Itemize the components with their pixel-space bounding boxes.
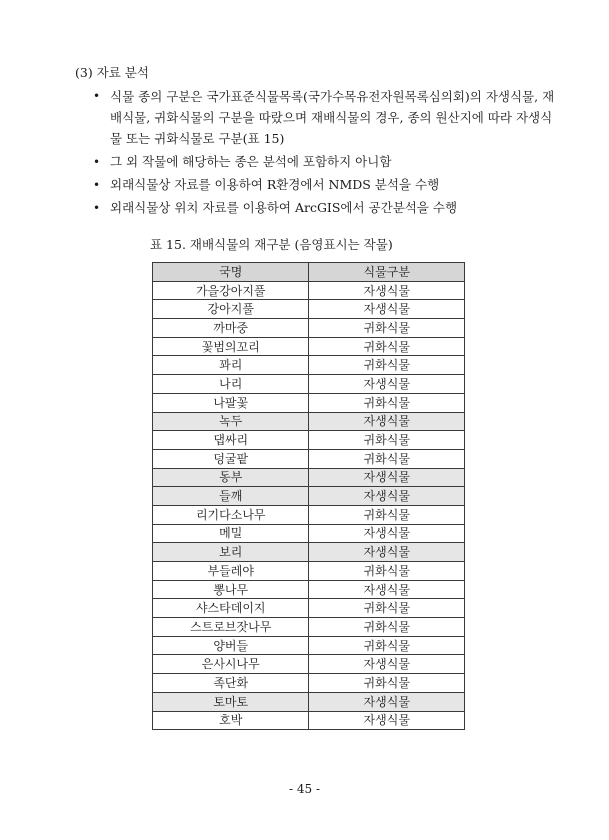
plant-type-cell: 자생식물	[309, 580, 465, 599]
table-row	[153, 562, 465, 581]
species-name-cell: 뽕나무	[153, 580, 309, 599]
plant-type-cell: 귀화식물	[309, 505, 465, 524]
bullet-text: 그 외 작물에 해당하는 종은 분석에 포함하지 아니함	[110, 154, 392, 169]
species-name-cell: 강아지풀	[153, 300, 309, 319]
table-row	[153, 412, 465, 431]
table-row	[153, 356, 465, 375]
species-name-cell: 동부	[153, 468, 309, 487]
plant-type-cell: 자생식물	[309, 655, 465, 674]
plant-type-cell: 자생식물	[309, 524, 465, 543]
species-name-cell: 토마토	[153, 692, 309, 711]
table-row	[153, 711, 465, 730]
bullet-item	[92, 151, 562, 173]
table-row	[153, 692, 465, 711]
bullet-list	[92, 86, 562, 220]
plant-type-cell: 귀화식물	[309, 618, 465, 637]
species-name-cell: 꽃범의꼬리	[153, 337, 309, 356]
plant-type-cell: 자생식물	[309, 468, 465, 487]
table-row	[153, 281, 465, 300]
bullet-item	[92, 86, 562, 149]
bullet-dot-icon: •	[93, 178, 101, 192]
species-name-cell: 보리	[153, 543, 309, 562]
species-name-cell: 호박	[153, 711, 309, 730]
column-header-type: 식물구분	[309, 263, 465, 282]
plant-type-cell: 귀화식물	[309, 562, 465, 581]
table-caption: 표 15. 재배식물의 재구분 (음영표시는 작물)	[150, 237, 393, 252]
plant-type-cell: 자생식물	[309, 692, 465, 711]
species-name-cell: 댑싸리	[153, 431, 309, 450]
plant-type-cell: 자생식물	[309, 487, 465, 506]
species-name-cell: 은사시나무	[153, 655, 309, 674]
plant-type-cell: 귀화식물	[309, 674, 465, 693]
section-title: (3) 자료 분석	[75, 65, 149, 80]
bullet-text: 외래식물상 위치 자료를 이용하여 ArcGIS에서 공간분석을 수행	[110, 200, 458, 215]
bullet-item	[92, 197, 562, 219]
plant-type-cell: 자생식물	[309, 412, 465, 431]
species-name-cell: 까마중	[153, 319, 309, 338]
table-row	[153, 580, 465, 599]
plant-type-cell: 귀화식물	[309, 599, 465, 618]
species-name-cell: 꽈리	[153, 356, 309, 375]
table-header-row	[153, 263, 465, 282]
species-name-cell: 나리	[153, 375, 309, 394]
page-number: - 45 -	[288, 782, 320, 796]
table-row	[153, 468, 465, 487]
bullet-dot-icon: •	[93, 89, 101, 103]
table-row	[153, 319, 465, 338]
table-row	[153, 655, 465, 674]
table-row	[153, 636, 465, 655]
table-row	[153, 449, 465, 468]
table-row	[153, 524, 465, 543]
plant-type-cell: 귀화식물	[309, 431, 465, 450]
plant-type-cell: 자생식물	[309, 375, 465, 394]
plant-type-cell: 귀화식물	[309, 636, 465, 655]
species-name-cell: 샤스타데이지	[153, 599, 309, 618]
plant-type-cell: 자생식물	[309, 543, 465, 562]
plant-type-cell: 자생식물	[309, 711, 465, 730]
plant-type-cell: 귀화식물	[309, 319, 465, 338]
table-row	[153, 393, 465, 412]
species-name-cell: 녹두	[153, 412, 309, 431]
plant-type-cell: 귀화식물	[309, 356, 465, 375]
species-table	[152, 262, 465, 730]
species-name-cell: 나팔꽃	[153, 393, 309, 412]
species-name-cell: 메밀	[153, 524, 309, 543]
plant-type-cell: 자생식물	[309, 300, 465, 319]
table-row	[153, 487, 465, 506]
table-body	[153, 281, 465, 730]
plant-type-cell: 자생식물	[309, 281, 465, 300]
table-row	[153, 375, 465, 394]
species-name-cell: 스트로브잣나무	[153, 618, 309, 637]
table-row	[153, 599, 465, 618]
table-row	[153, 674, 465, 693]
species-name-cell: 가을강아지풀	[153, 281, 309, 300]
plant-type-cell: 귀화식물	[309, 337, 465, 356]
species-name-cell: 족단화	[153, 674, 309, 693]
bullet-text: 외래식물상 자료를 이용하여 R환경에서 NMDS 분석을 수행	[110, 177, 440, 192]
species-name-cell: 덩굴팥	[153, 449, 309, 468]
table-row	[153, 300, 465, 319]
table-row	[153, 431, 465, 450]
species-name-cell: 리기다소나무	[153, 505, 309, 524]
species-name-cell: 양버들	[153, 636, 309, 655]
table-row	[153, 618, 465, 637]
species-name-cell: 부들레야	[153, 562, 309, 581]
plant-type-cell: 귀화식물	[309, 449, 465, 468]
species-name-cell: 들깨	[153, 487, 309, 506]
table-row	[153, 543, 465, 562]
plant-type-cell: 귀화식물	[309, 393, 465, 412]
column-header-name: 국명	[153, 263, 309, 282]
bullet-dot-icon: •	[93, 201, 101, 215]
table-row	[153, 505, 465, 524]
table-row	[153, 337, 465, 356]
bullet-dot-icon: •	[93, 155, 101, 169]
bullet-item	[92, 174, 562, 196]
bullet-text: 식물 종의 구분은 국가표준식물목록(국가수목유전자원목록심의회)의 자생식물, 재배식물, 귀화식물의 구분을 따랐으며 재배식물의 경우, 종의 원산지에 따라 자생식물 또는 귀화식물로 구분(표 15)	[110, 89, 555, 146]
